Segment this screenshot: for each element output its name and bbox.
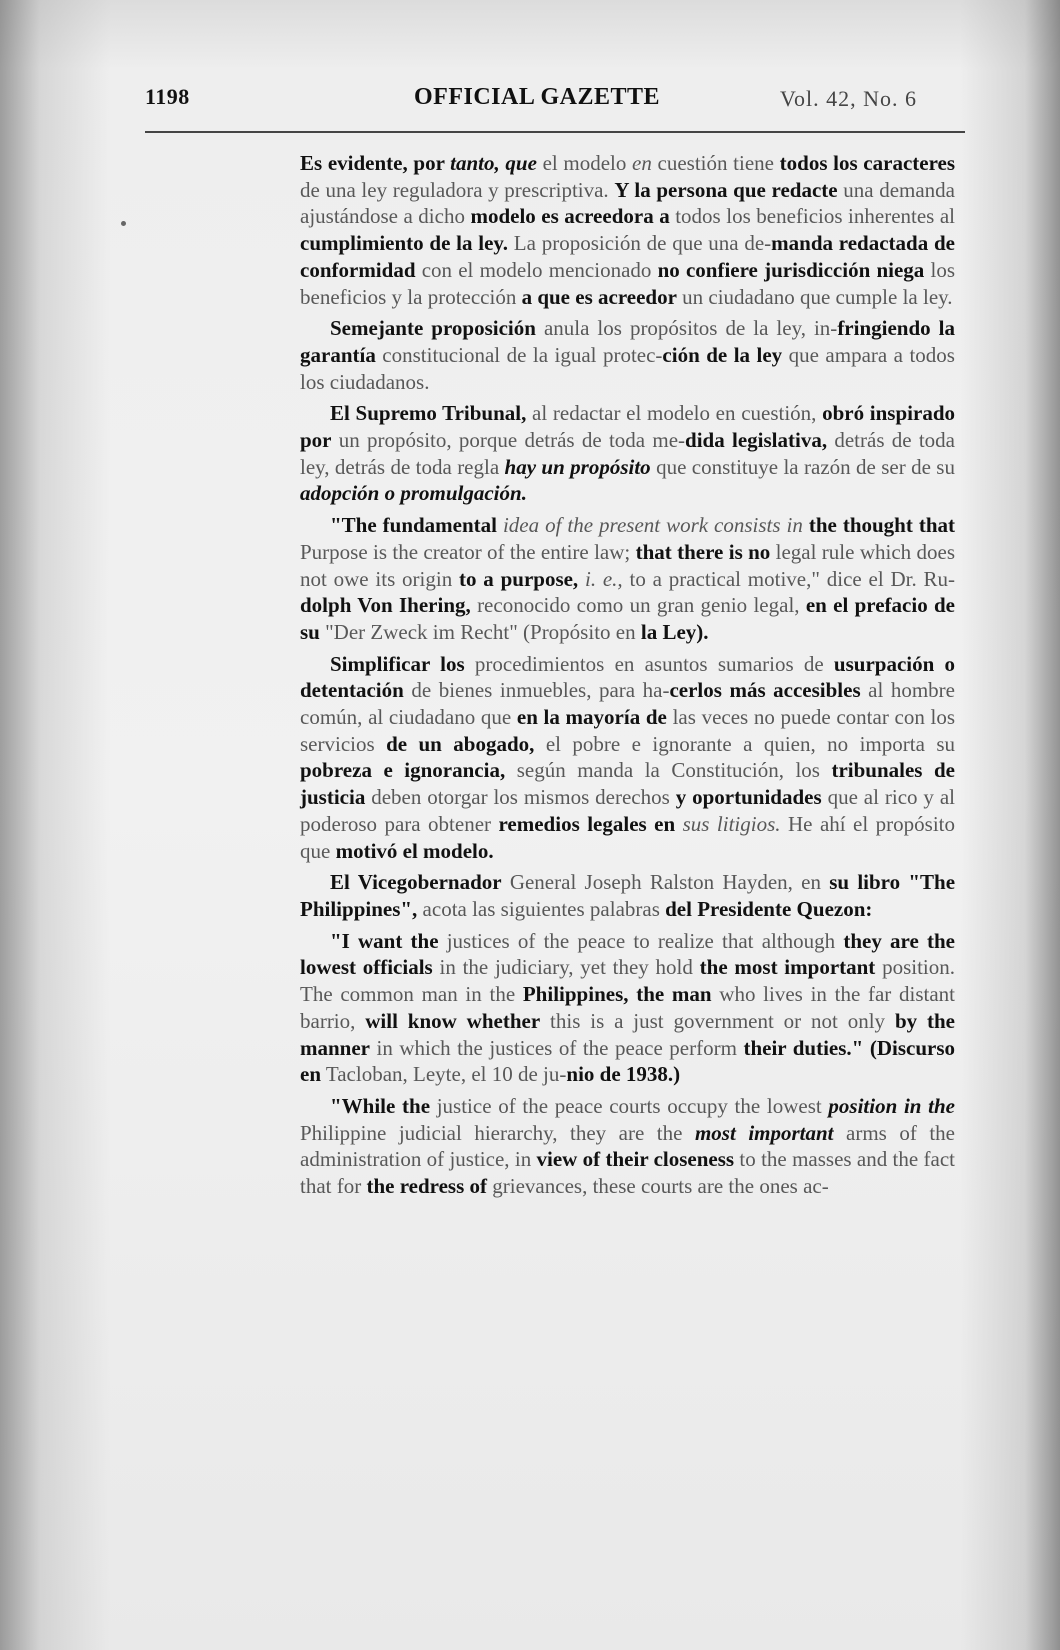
text-segment: justice of the peace courts occupy the lowest <box>430 1093 829 1118</box>
text-segment: Semejante proposición <box>330 316 536 341</box>
text-segment: cuestión tiene <box>651 151 780 175</box>
text-segment: el pobre e ignorante a quien, no importa su <box>534 731 955 756</box>
text-segment: modelo es acreedora a <box>470 204 670 229</box>
page-number: 1198 <box>145 84 190 109</box>
text-segment: "The fundamental <box>330 513 497 538</box>
text-segment: cerlos más accesibles <box>669 678 861 703</box>
text-segment: "While the <box>330 1093 431 1118</box>
text-segment: Y la persona que redacte <box>614 177 838 202</box>
text-segment: anula los propósitos de la ley, in- <box>535 316 838 341</box>
text-segment: He ahí el propósito que <box>300 811 956 863</box>
text-segment: that there is no <box>635 539 771 564</box>
text-segment: nio de 1938.) <box>566 1062 681 1087</box>
text-segment: procedimientos en asuntos sumarios de <box>464 651 834 676</box>
text-segment: sus litigios. <box>675 811 781 836</box>
text-segment: Es evidente, por <box>300 151 451 175</box>
paragraph <box>300 651 955 865</box>
text-segment: i. e., <box>578 566 623 591</box>
text-segment: un ciudadano que cumple la ley. <box>676 284 953 309</box>
text-segment: view of their closeness <box>536 1147 735 1172</box>
text-segment: obró inspirado por <box>300 401 955 453</box>
text-segment: al redactar el modelo en cuestión, <box>526 401 823 426</box>
text-segment: un propósito, porque detrás de toda me- <box>331 428 686 453</box>
text-segment: La proposición de que una de- <box>508 231 772 256</box>
text-segment: Simplificar los <box>330 651 465 676</box>
text-segment: this is a just government or not only <box>540 1008 895 1033</box>
paragraph <box>300 512 955 646</box>
text-segment: El Supremo Tribunal, <box>330 401 527 426</box>
text-segment: y oportunidades <box>675 785 822 810</box>
text-segment: position. The common man in the <box>300 955 955 1007</box>
text-segment: de un abogado, <box>386 731 535 756</box>
page-header <box>0 84 1060 118</box>
text-segment: el modelo <box>536 151 633 175</box>
text-segment: "I want the <box>330 928 439 953</box>
text-segment: dolph Von Ihering, <box>300 593 471 618</box>
text-segment: detrás de toda ley, detrás de toda regla <box>300 428 955 479</box>
text-segment: todos los beneficios inherentes al <box>669 204 956 229</box>
text-segment: ción de la ley <box>662 342 783 367</box>
text-segment: del Presidente Quezon: <box>665 896 873 921</box>
text-segment: position in the <box>828 1093 956 1118</box>
text-segment: most important <box>694 1120 834 1145</box>
text-segment: usurpación o detentación <box>300 651 956 703</box>
paragraph <box>300 928 955 1088</box>
text-segment: they are the lowest officials <box>300 928 955 980</box>
text-segment: los beneficios y la protección <box>300 257 955 309</box>
text-segment: acota las siguientes palabras <box>417 896 666 921</box>
text-segment: reconocido como un gran genio legal, <box>470 593 806 618</box>
text-segment: que constituye la razón de ser de su <box>650 454 955 479</box>
text-segment: arms of the administration of justice, in <box>300 1120 955 1172</box>
paragraph <box>300 1093 955 1200</box>
text-segment: manda redactada de conformidad <box>300 231 955 282</box>
text-segment: the redress of <box>366 1174 488 1199</box>
text-segment: en el prefacio de su <box>300 593 955 644</box>
text-segment: pobreza e ignorancia, <box>300 758 506 783</box>
text-segment: (Discurso en <box>300 1035 955 1087</box>
text-segment: tanto, que <box>450 151 537 175</box>
text-segment: Tacloban, Leyte, el 10 de ju- <box>321 1062 567 1087</box>
text-segment: the thought that <box>808 513 955 538</box>
text-segment: will know whether <box>365 1008 541 1033</box>
text-segment: con el modelo mencionado <box>415 257 658 282</box>
text-segment: to the masses and the fact that for <box>300 1147 955 1199</box>
text-segment: fringiendo la garantía <box>300 316 955 367</box>
text-segment: to a purpose, <box>459 566 579 591</box>
text-segment: by the manner <box>300 1008 955 1060</box>
text-segment: in the judiciary, yet they hold <box>432 955 700 980</box>
text-segment: que ampara a todos los ciudadanos. <box>300 342 955 394</box>
text-segment: a que es acreedor <box>521 284 677 309</box>
publication-title: OFFICIAL GAZETTE <box>414 84 661 110</box>
text-segment: no confiere jurisdicción niega <box>657 257 925 282</box>
text-segment: adopción o promulgación. <box>300 481 527 506</box>
volume-number: Vol. 42, No. 6 <box>780 86 918 111</box>
text-segment: cumplimiento de la ley. <box>300 231 509 256</box>
text-segment: motivó el modelo. <box>335 838 494 863</box>
text-segment: hay un propósito <box>504 454 651 479</box>
text-segment: remedios legales en <box>498 811 676 836</box>
text-segment: todos los caracteres <box>779 151 956 175</box>
article-body <box>300 150 955 1200</box>
text-segment: tribunales de justicia <box>300 758 955 810</box>
paragraph <box>300 315 955 395</box>
text-segment: su libro "The Philippines", <box>300 870 956 921</box>
text-segment: Purpose is the creator of the entire law; <box>300 539 636 564</box>
text-segment: General Joseph Ralston Hayden, en <box>501 870 830 895</box>
text-segment: una demanda ajustándose a dicho <box>300 177 955 229</box>
text-segment: de bienes inmuebles, para ha- <box>403 678 670 703</box>
text-segment: Philippines, the man <box>522 982 712 1007</box>
margin-dot <box>121 221 126 226</box>
text-segment: their duties." <box>743 1035 864 1060</box>
text-segment: justices of the peace to realize that although <box>438 928 844 953</box>
text-segment: según manda la Constitución, los <box>505 758 832 783</box>
text-segment: the most important <box>699 955 876 980</box>
text-segment: constitucional de la igual protec- <box>375 342 663 367</box>
text-segment: to a practical motive," dice el Dr. Ru- <box>622 566 955 591</box>
text-segment: la Ley). <box>640 619 709 644</box>
text-segment: que al rico y al poderoso para obtener <box>300 785 955 836</box>
text-segment: legal rule which does not owe its origin <box>300 539 955 591</box>
text-segment: en <box>632 151 652 175</box>
text-segment: who lives in the far distant barrio, <box>300 982 955 1033</box>
text-segment: de una ley reguladora y prescriptiva. <box>300 177 615 202</box>
text-segment: deben otorgar los mismos derechos <box>365 785 676 810</box>
text-segment: Philippine judicial hierarchy, they are the <box>300 1120 695 1145</box>
text-segment: en la mayoría de <box>516 705 667 730</box>
text-segment: las veces no puede contar con los servicios <box>300 705 956 756</box>
text-segment: idea of the present work consists in <box>497 513 809 538</box>
paragraph <box>300 400 955 507</box>
paragraph <box>300 869 955 922</box>
text-segment: El Vicegobernador <box>330 870 502 895</box>
header-rule <box>145 131 965 133</box>
text-segment: in which the justices of the peace perform <box>370 1035 744 1060</box>
text-segment: al hombre común, al ciudadano que <box>300 678 955 730</box>
text-segment: "Der Zweck im Recht" (Propósito en <box>319 619 641 644</box>
text-segment: grievances, these courts are the ones ac- <box>487 1174 829 1199</box>
text-segment: dida legislativa, <box>685 428 828 453</box>
paragraph <box>300 150 955 310</box>
